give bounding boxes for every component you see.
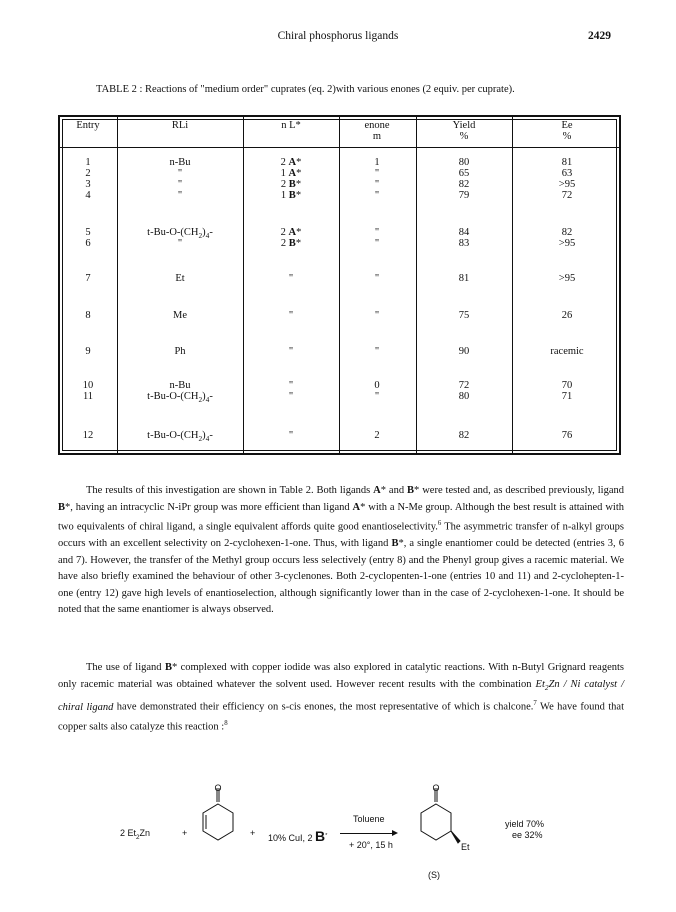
- table-cell: $t-Bu-O-(CH_2)_4-$: [147, 430, 213, 444]
- arrow-head-icon: [392, 830, 398, 836]
- table-cell: 2 B*: [280, 238, 302, 249]
- conditions-label: + 20°, 15 h: [349, 840, 393, 850]
- reaction-arrow: [340, 833, 396, 834]
- column-header: enone: [364, 120, 390, 131]
- column-header: Yield: [452, 120, 476, 131]
- table-cell: 3: [85, 179, 91, 190]
- column-divider: [117, 117, 118, 453]
- reagent-diethylzinc: 2 $Et_2Zn$: [120, 828, 151, 841]
- table-cell: ": [374, 391, 380, 402]
- stereo-label: (S): [428, 870, 440, 880]
- table-cell: ": [374, 190, 380, 201]
- table-cell: 70: [561, 380, 573, 391]
- reaction-scheme: [0, 778, 676, 888]
- table-cell: 81: [561, 157, 573, 168]
- yield-text: yield 70%: [505, 819, 545, 829]
- table-cell: 71: [561, 391, 573, 402]
- table-cell: ": [288, 310, 294, 321]
- table-cell: n-Bu: [169, 380, 191, 391]
- table-cell: 4: [85, 190, 91, 201]
- paragraph-text: The use of ligand B* complexed with copper iodide was also explored in catalytic reactions. With n-Butyl Grignard reagents only racemic material was obtained whatever the solvent used. However recent results with the combination $Et_2Zn$ / Ni catalyst / chiral ligand have demonstrated their efficiency on s-cis enones, the most representative of which is chalcone.$^7$ We have found that copper salts also catalyze this reaction :$^8$: [58, 662, 624, 733]
- table-cell: 7: [85, 273, 91, 284]
- table-cell: >95: [558, 179, 576, 190]
- column-header-unit: %: [459, 131, 469, 142]
- table-cell: 6: [85, 238, 91, 249]
- header-rule: [60, 147, 619, 148]
- table-cell: 80: [458, 157, 470, 168]
- table-cell: 1: [374, 157, 380, 168]
- paragraph-text: The results of this investigation are shown in Table 2. Both ligands A* and B* were tested and, as described previously, ligand B*, having an intracyclic N-iPr group was more efficient than ligand A* with a N-Me group. Although the best result is attained with two equivalents of chiral ligand, a single equivalent affords quite good enantioselectivity.$^6$ The asymmetric transfer of n-alkyl groups occurs with an excellent selectivity on 2-cyclohexen-1-one. Thus, with ligand B*, a single enantiomer could be detected (entries 3, 6 and 7). However, the transfer of the Methyl group occurs less selectively (entry 8) and the Phenyl group gives a racemic material. We have also briefly examined the behaviour of other 3-cyclenones. Both 2-cyclopenten-1-one (entries 10 and 11) and 2-cyclohepten-1-one (entry 12) gave high levels of enantioselection, although significantly lower than in the case of 2-cyclohexen-1-one. It should be noted that the same enantiomer is always observed.: [58, 485, 624, 615]
- table-cell: 5: [85, 227, 91, 238]
- table-cell: ": [177, 190, 183, 201]
- table-cell: 90: [458, 346, 470, 357]
- table-cell: 2 A*: [280, 227, 302, 238]
- table-cell: 9: [85, 346, 91, 357]
- table-cell: 75: [458, 310, 470, 321]
- column-header-unit: m: [372, 131, 382, 142]
- table-cell: 65: [458, 168, 470, 179]
- table-cell: Et: [175, 273, 185, 284]
- table-cell: 83: [458, 238, 470, 249]
- table-cell: ": [374, 238, 380, 249]
- column-header: n L*: [281, 120, 301, 131]
- table-cell: 2: [85, 168, 91, 179]
- column-header: RLi: [171, 120, 189, 131]
- paragraph-catalytic: [58, 660, 624, 736]
- table-cell: ": [288, 273, 294, 284]
- table-cell: >95: [558, 238, 576, 249]
- table-cell: 11: [82, 391, 94, 402]
- page-number: 2429: [588, 30, 611, 42]
- table-cell: 1 A*: [280, 168, 302, 179]
- table-cell: ": [288, 380, 294, 391]
- table-cell: 63: [561, 168, 573, 179]
- table-cell: racemic: [550, 346, 584, 357]
- table-cell: 2: [374, 430, 380, 441]
- table-cell: 1: [85, 157, 91, 168]
- table-cell: 2 B*: [280, 179, 302, 190]
- plus-sign: +: [250, 828, 256, 838]
- table-cell: 8: [85, 310, 91, 321]
- table-caption: TABLE 2 : Reactions of "medium order" cuprates (eq. 2)with various enones (2 equiv. per cuprate).: [96, 84, 515, 95]
- table-cell: ": [374, 179, 380, 190]
- table-cell: >95: [558, 273, 576, 284]
- table-cell: ": [374, 346, 380, 357]
- table-cell: 10: [82, 380, 94, 391]
- column-header: Entry: [76, 120, 100, 131]
- table-cell: ": [374, 310, 380, 321]
- column-divider: [339, 117, 340, 453]
- table-cell: 76: [561, 430, 573, 441]
- ee-text: ee 32%: [512, 830, 543, 840]
- plus-sign: +: [182, 828, 188, 838]
- table-cell: $t-Bu-O-(CH_2)_4-$: [147, 227, 213, 241]
- column-header: Ee: [561, 120, 573, 131]
- svg-text:O: O: [432, 784, 440, 793]
- table-cell: 1 B*: [280, 190, 302, 201]
- table-cell: 0: [374, 380, 380, 391]
- table-cell: ": [288, 430, 294, 441]
- paragraph-results: [58, 483, 624, 619]
- column-header-unit: %: [562, 131, 572, 142]
- running-title: Chiral phosphorus ligands: [277, 30, 399, 42]
- solvent-label: Toluene: [353, 814, 385, 824]
- table-cell: 12: [82, 430, 94, 441]
- table-cell: Me: [173, 310, 187, 321]
- svg-text:O: O: [214, 784, 222, 793]
- catalyst-label: 10% CuI, 2 B*: [268, 828, 328, 844]
- table-cell: $t-Bu-O-(CH_2)_4-$: [147, 391, 213, 405]
- table-cell: 81: [458, 273, 470, 284]
- table-cell: ": [374, 168, 380, 179]
- table-cell: ": [177, 168, 183, 179]
- table-cell: ": [177, 179, 183, 190]
- results-table: [58, 115, 621, 455]
- table-cell: ": [177, 238, 183, 249]
- cyclohexenone-structure: [196, 784, 242, 854]
- table-cell: 79: [458, 190, 470, 201]
- table-cell: 82: [458, 430, 470, 441]
- table-cell: 80: [458, 391, 470, 402]
- table-cell: 72: [458, 380, 470, 391]
- table-cell: ": [374, 227, 380, 238]
- table-cell: ": [288, 346, 294, 357]
- table-cell: 84: [458, 227, 470, 238]
- product-substituent: Et: [461, 842, 470, 852]
- table-cell: Ph: [174, 346, 186, 357]
- table-cell: ": [374, 273, 380, 284]
- product-structure: [414, 784, 484, 864]
- column-divider: [243, 117, 244, 453]
- column-divider: [416, 117, 417, 453]
- table-cell: n-Bu: [169, 157, 191, 168]
- table-cell: 82: [458, 179, 470, 190]
- table-cell: 82: [561, 227, 573, 238]
- table-cell: 26: [561, 310, 573, 321]
- table-cell: ": [288, 391, 294, 402]
- column-divider: [512, 117, 513, 453]
- table-cell: 2 A*: [280, 157, 302, 168]
- table-cell: 72: [561, 190, 573, 201]
